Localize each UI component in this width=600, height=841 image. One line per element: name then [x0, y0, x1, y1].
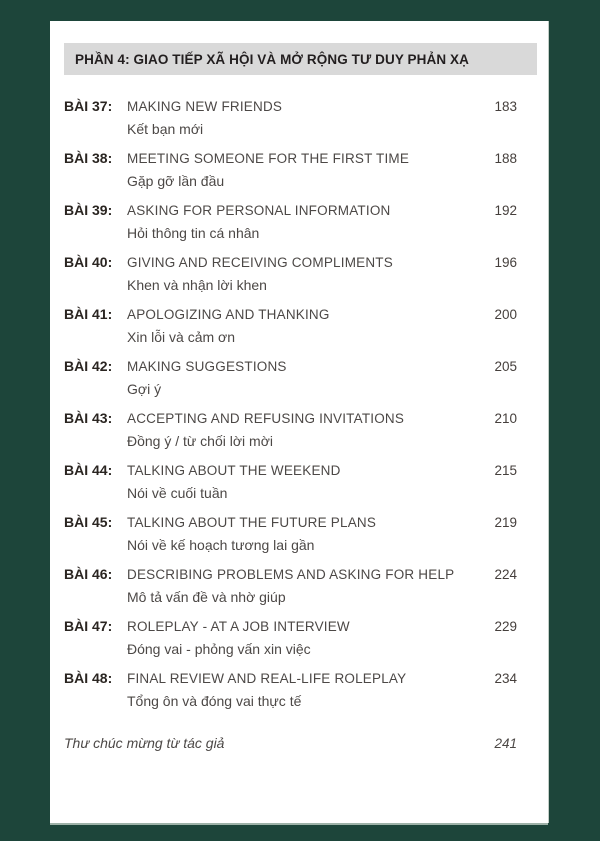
lesson-title: FINAL REVIEW AND REAL-LIFE ROLEPLAY — [127, 671, 407, 686]
lesson-page-number: 224 — [494, 567, 517, 582]
lesson-title: DESCRIBING PROBLEMS AND ASKING FOR HELP — [127, 567, 455, 582]
lesson-number-label: BÀI 38: — [64, 150, 113, 166]
toc-entry-title-row — [64, 147, 517, 170]
toc-entry-list — [64, 95, 537, 713]
lesson-page-number: 229 — [494, 619, 517, 634]
toc-entry-title-row — [64, 615, 517, 638]
lesson-subtitle-vietnamese: Kết bạn mới — [127, 121, 204, 137]
toc-entry — [64, 303, 517, 349]
lesson-number-label: BÀI 41: — [64, 306, 113, 322]
toc-entry — [64, 251, 517, 297]
lesson-number-label: BÀI 44: — [64, 462, 113, 478]
toc-entry-title-row — [64, 303, 517, 326]
toc-entry — [64, 355, 517, 401]
lesson-number-label: BÀI 48: — [64, 670, 113, 686]
toc-entry-title-row — [64, 199, 517, 222]
lesson-page-number: 219 — [494, 515, 517, 530]
lesson-page-number: 210 — [494, 411, 517, 426]
lesson-subtitle-vietnamese: Tổng ôn và đóng vai thực tế — [127, 693, 302, 709]
toc-entry — [64, 511, 517, 557]
lesson-subtitle-vietnamese: Đồng ý / từ chối lời mời — [127, 433, 273, 449]
toc-entry — [64, 563, 517, 609]
footer-page-number: 241 — [494, 736, 517, 751]
toc-entry-title-row — [64, 355, 517, 378]
toc-entry — [64, 147, 517, 193]
lesson-subtitle-vietnamese: Nói về cuối tuần — [127, 485, 228, 501]
lesson-number-label: BÀI 40: — [64, 254, 113, 270]
lesson-subtitle-vietnamese: Gặp gỡ lần đầu — [127, 173, 225, 189]
lesson-number-label: BÀI 43: — [64, 410, 113, 426]
lesson-page-number: 200 — [494, 307, 517, 322]
toc-page — [50, 21, 548, 823]
lesson-title: ROLEPLAY - AT A JOB INTERVIEW — [127, 619, 350, 634]
lesson-title: APOLOGIZING AND THANKING — [127, 307, 330, 322]
lesson-title: MEETING SOMEONE FOR THE FIRST TIME — [127, 151, 410, 166]
toc-entry — [64, 407, 517, 453]
lesson-subtitle-vietnamese: Đóng vai - phỏng vấn xin việc — [127, 641, 311, 657]
lesson-page-number: 196 — [494, 255, 517, 270]
lesson-number-label: BÀI 42: — [64, 358, 113, 374]
toc-entry-title-row — [64, 95, 517, 118]
toc-entry — [64, 199, 517, 245]
lesson-number-label: BÀI 47: — [64, 618, 113, 634]
toc-footer-row — [64, 732, 537, 755]
toc-entry — [64, 459, 517, 505]
toc-entry-title-row — [64, 407, 517, 430]
toc-entry — [64, 667, 517, 713]
lesson-title: ASKING FOR PERSONAL INFORMATION — [127, 203, 391, 218]
toc-entry — [64, 615, 517, 661]
lesson-title: ACCEPTING AND REFUSING INVITATIONS — [127, 411, 405, 426]
toc-entry — [64, 95, 517, 141]
lesson-number-label: BÀI 39: — [64, 202, 113, 218]
toc-entry-title-row — [64, 459, 517, 482]
lesson-title: TALKING ABOUT THE FUTURE PLANS — [127, 515, 377, 530]
lesson-page-number: 183 — [494, 99, 517, 114]
lesson-subtitle-vietnamese: Xin lỗi và cảm ơn — [127, 329, 236, 345]
lesson-subtitle-vietnamese: Gợi ý — [127, 381, 162, 397]
lesson-title: GIVING AND RECEIVING COMPLIMENTS — [127, 255, 393, 270]
lesson-subtitle-vietnamese: Khen và nhận lời khen — [127, 277, 267, 293]
lesson-number-label: BÀI 46: — [64, 566, 113, 582]
lesson-page-number: 188 — [494, 151, 517, 166]
toc-entry-title-row — [64, 563, 517, 586]
toc-entry-title-row — [64, 667, 517, 690]
lesson-subtitle-vietnamese: Mô tả vấn đề và nhờ giúp — [127, 589, 286, 605]
lesson-page-number: 205 — [494, 359, 517, 374]
lesson-page-number: 215 — [494, 463, 517, 478]
lesson-number-label: BÀI 37: — [64, 98, 113, 114]
section-header-bar — [64, 43, 537, 75]
toc-entry-title-row — [64, 511, 517, 534]
lesson-page-number: 192 — [494, 203, 517, 218]
section-title: PHẦN 4: GIAO TIẾP XÃ HỘI VÀ MỞ RỘNG TƯ DUY PHẢN XẠ — [75, 51, 470, 67]
footer-label: Thư chúc mừng từ tác giả — [64, 735, 225, 751]
toc-entry-title-row — [64, 251, 517, 274]
lesson-page-number: 234 — [494, 671, 517, 686]
lesson-subtitle-vietnamese: Nói về kế hoạch tương lai gần — [127, 537, 315, 553]
lesson-title: MAKING NEW FRIENDS — [127, 99, 283, 114]
lesson-number-label: BÀI 45: — [64, 514, 113, 530]
lesson-title: MAKING SUGGESTIONS — [127, 359, 287, 374]
lesson-subtitle-vietnamese: Hỏi thông tin cá nhân — [127, 225, 260, 241]
lesson-title: TALKING ABOUT THE WEEKEND — [127, 463, 341, 478]
